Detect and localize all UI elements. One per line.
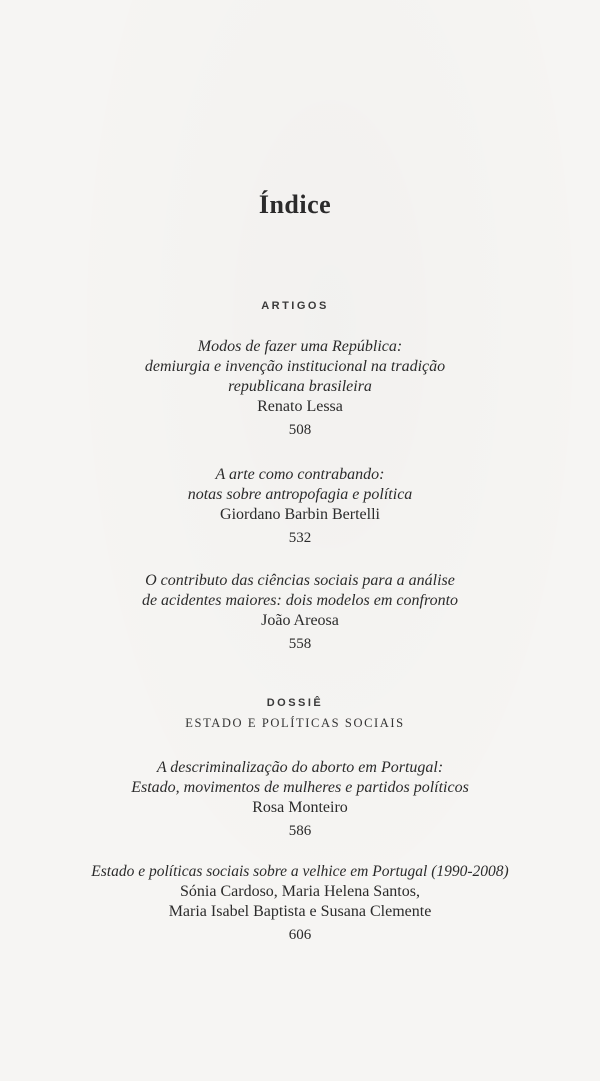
toc-entry[interactable] xyxy=(0,758,600,842)
entry-page-number: 558 xyxy=(288,636,312,652)
entry-author: Maria Isabel Baptista e Susana Clemente xyxy=(168,903,432,920)
section-label-artigos: ARTIGOS xyxy=(261,300,329,312)
entry-title-line: Estado e políticas sociais sobre a velhice em Portugal (1990-2008) xyxy=(91,863,509,880)
toc-entry[interactable] xyxy=(0,337,600,441)
entry-author: Sónia Cardoso, Maria Helena Santos, xyxy=(180,883,420,900)
entry-title-line: Modos de fazer uma República: xyxy=(197,338,403,355)
entry-author: João Areosa xyxy=(261,612,339,629)
entry-page-number: 508 xyxy=(288,422,312,438)
entry-page-number: 532 xyxy=(288,530,312,546)
section-label-dossie: DOSSIÊ xyxy=(266,697,324,709)
entry-title-line: A arte como contrabando: xyxy=(215,466,385,483)
entry-page-number: 586 xyxy=(288,823,312,839)
page-title: Índice xyxy=(258,190,332,219)
entry-title-line: republicana brasileira xyxy=(228,378,372,395)
entry-author: Renato Lessa xyxy=(257,398,343,415)
entry-page-number: 606 xyxy=(288,927,312,943)
section-subtitle-dossie: ESTADO E POLÍTICAS SOCIAIS xyxy=(185,716,405,730)
entry-title-line: O contributo das ciências sociais para a análise xyxy=(145,572,455,589)
entry-title-line: Estado, movimentos de mulheres e partidos políticos xyxy=(131,779,469,796)
entry-author: Rosa Monteiro xyxy=(252,799,348,816)
entry-title-line: demiurgia e invenção institucional na tradição xyxy=(144,358,446,375)
entry-title-line: notas sobre antropofagia e política xyxy=(187,486,413,503)
toc-entry[interactable] xyxy=(0,465,600,549)
entry-author: Giordano Barbin Bertelli xyxy=(220,506,380,523)
toc-entry[interactable] xyxy=(0,571,600,655)
toc-entry[interactable] xyxy=(0,862,600,946)
entry-title-line: de acidentes maiores: dois modelos em confronto xyxy=(141,592,459,609)
entry-title-line: A descriminalização do aborto em Portugal: xyxy=(156,759,444,776)
